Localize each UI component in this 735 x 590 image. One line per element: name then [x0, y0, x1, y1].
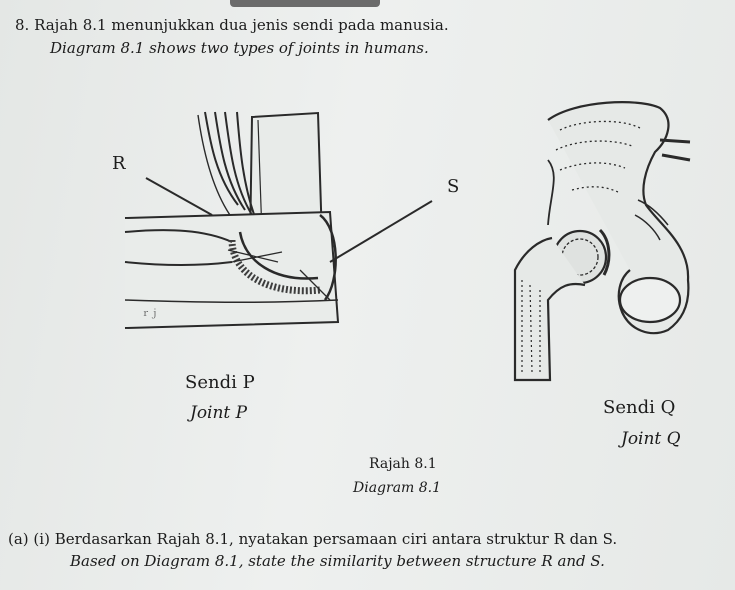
label-s: S	[447, 176, 460, 197]
label-r: R	[112, 153, 126, 174]
hinge-joint-drawing	[125, 112, 432, 328]
question-text-english: Diagram 8.1 shows two types of joints in humans.	[50, 39, 429, 57]
part-a-marker: (a) (i)	[8, 530, 50, 548]
part-a-text-english: Based on Diagram 8.1, state the similarity between structure R and S.	[70, 552, 605, 570]
joint-q-label-malay: Sendi Q	[603, 397, 676, 418]
part-a-line-malay	[8, 532, 617, 547]
svg-text:ｒｊ: ｒｊ	[141, 309, 160, 319]
question-number: 8.	[15, 16, 30, 34]
question-text-malay: Rajah 8.1 menunjukkan dua jenis sendi pada manusia.	[34, 16, 449, 34]
joint-p-label-english: Joint P	[190, 403, 248, 423]
joint-p-label-malay: Sendi P	[185, 372, 255, 393]
joint-q-label-english: Joint Q	[621, 429, 681, 449]
diagram-caption-english: Diagram 8.1	[353, 480, 442, 496]
diagram-caption-malay: Rajah 8.1	[369, 456, 437, 472]
part-a-text-malay: Berdasarkan Rajah 8.1, nyatakan persamaan ciri antara struktur R dan S.	[54, 530, 618, 548]
ball-socket-joint-drawing	[515, 102, 690, 380]
